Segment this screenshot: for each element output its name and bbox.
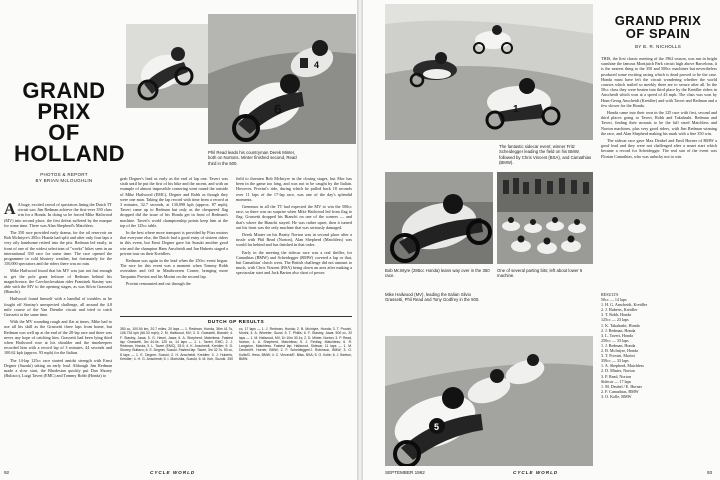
- paragraph: Provini remounted and cut through the: [126, 280, 191, 286]
- drop-cap: A: [4, 202, 16, 218]
- paragraph: Early in the meeting the sidecar race was a real thriller, for Camathias (BMW) and Scheidegger (BMW) covered a lap or that, but Camathias' clutch went. The British challenge did not amount to much, with Chris Vincent (BSA) being down an area after making a spectacular start and Jack Barton also short of power.: [236, 249, 352, 276]
- body-column-3: [236, 176, 352, 312]
- paragraph: Redman was again in the lead when the 250cc event began. The race for this event was a moment when Tommy Robb overtaken and fell in Mastbroeren Corner, bringing more Tarquinio Provini and his Morini on the second lap.: [120, 258, 228, 279]
- paragraph: grab Degner's lead as early as the end of lap one. Taveri was sixth until he put the first of his bike and the ascent, and with an example of almost impossible cornering went round the outside of Mike Hailwood (EMC), Degner and Robb as though they were one man. Taking the lap record with time from a record at 3 minutes, 32.7 seconds, at 130,098 kph (approx. 87 mph), Taveri came up to Redman but only as the chequered flag dropped did the issue of his Honda get in front of Redman's machine. Taveri's world championship points keep him at the top of the 125cc table.: [120, 176, 228, 228]
- spain-results-column: RESULTS 50cc — 14 laps 1. H. G. Anscheidt, Kreidler 2. J. Huberts, Kreidler 3. T. Robb, Honda 125cc — 23 laps 1. K. Takahashi, Honda 2. J. Redman, Honda 3. L. Taveri, Honda 250cc — 33 laps 1. J. Redman, Honda 2. B. McIntyre, Honda 3. T. Provini, Morini 350cc — 33 laps 1. A. Shepherd, Matchless 2. D. Minter, Norton 3. P. Read, Norton Sidecar — 17 laps 1. M. Deubel / E. Horner 2. F. Camathias, BMW 3. O. Kolle, BMW: [601, 292, 648, 399]
- byline-author: BY BRIAN McLOUGHLIN: [35, 178, 93, 183]
- title-line: GRAND PRIX: [614, 13, 702, 28]
- paragraph: The sidecar race gave Max Deubel and Emil Horner of BMW a good lead and they were not challenged after a smart start which became a record for Scheidegger. The real star of the event was Florian Camathias, who was unlucky not to win.: [601, 138, 717, 159]
- photo-caption-hailwood: Mike Hailwood (MV), leading the Italian Silvio Grassetti, Phil Read and Tony Godfrey in the 500.: [385, 292, 480, 303]
- paragraph: THIS, the first classic meeting of the 1962 season, was run in bright sunshine the famous Montjuich Park circuit high above Barcelona, it is the nearest thing to the 350 and 500cc machines but nevertheless produced some exciting racing which is dead proved to be the case. Honda must have left the circuit wondering whether the world courses which trailed so meekly there are to secure after all. In the 50cc class they were beaten into third place by the Kreidler riders in Anscheidt which won at a speed of 43 mph. The class was won by Hans-Georg Anscheidt (Kreidler) and with Taveri and Redman and a few slower for the Honda.: [601, 56, 717, 108]
- svg-text:4: 4: [314, 60, 320, 70]
- page-number-right: 93: [707, 470, 713, 475]
- results-heading: DUTCH GP RESULTS: [207, 320, 265, 325]
- photo-racer-leaning: [126, 24, 208, 108]
- magazine-name-left: CYCLE WORLD: [150, 470, 196, 475]
- svg-text:6: 6: [274, 101, 282, 117]
- body-column-2: [120, 176, 228, 312]
- paragraph: Honda came into their own in the 125 race with first, second and third places going to Taveri, Robb and Takahashi. Redman and Taveri, finding their mounts to be the full sized Matchless and Norton machines, plus very good riders, with Jim Redman winning the race, and Alan Shepherd making his mark with a fine 350 win.: [601, 110, 717, 136]
- svg-text:1: 1: [513, 104, 519, 115]
- paragraph: Hailwood found himself with a handful of troubles as he fought off Stastny's unexpected challenge, all around the 4.8 mile course of the Van Drenthe circuit and tried to catch Grassetti at the same time.: [4, 296, 112, 318]
- photo-caption-read-minter: Phil Read leads his countryman Derek Minter, both on Nortons. Minter finished second, Read third in the 500.: [208, 150, 297, 166]
- photo-mcintyre: [385, 172, 493, 264]
- article-title-spain: [599, 14, 717, 40]
- title-line: GRAND: [22, 78, 106, 103]
- photo-caption-grid: One of several parting bits; left about lower 6 machine.: [497, 268, 583, 279]
- title-line: PRIX: [37, 99, 91, 124]
- paragraph: Gremmor in all the TT had expected the MV to win the 500cc race, so there was no surprise when Mike Hailwood led from flag to flag. Grassetti dropped his Bianchi on one of the corners — and that's where the Bianchi stayed. He was rather upset, then it turned out his front was the only machine that was seriously damaged.: [236, 204, 352, 230]
- body-column-1: [4, 202, 112, 466]
- svg-text:5: 5: [434, 422, 440, 432]
- byline-photos: PHOTOS & REPORT: [40, 172, 88, 177]
- title-line: OF: [48, 120, 80, 145]
- paragraph: Mike Hailwood found that his MV was just not fast enough to get the pole grant befuore of Redman behind his magnificence, the Czechoslovakian rider Frantisek Stastny was able with the MV to the opening stages, as was Silvio Grassetti (Bianchi).: [4, 268, 112, 295]
- left-page: [0, 0, 357, 480]
- title-line: HOLLAND: [14, 141, 126, 166]
- issue-date: SEPTEMBER 1962: [385, 470, 425, 475]
- title-line: OF SPAIN: [625, 26, 691, 41]
- photo-caption-mcintyre: Bob McIntyre (285cc Honda) leans way over in the 350 race.: [385, 268, 490, 279]
- paragraph: With the MV sounding rough and flat at times, Mike had to use all his skill as the Grassetti three laps from home, but Redman was well up at the end of the 20-lap race and there was never any hope of catching him. Grassetti had been lying third when Hailwood rose at his shoulder and the timekeepers recorded him with a record lap of 3 minutes, 44 seconds and 100.62 kph (approx. 93 mph) for the Italian.: [4, 319, 112, 356]
- photo-start-grid: [497, 172, 593, 264]
- article-title-holland: [14, 78, 126, 166]
- paragraph: field to threaten Bob McIntyre in the closing stages, but Mac has been in the game too long, and was not to be caught by the Italian. However, Provini's ride, during which he pulled back 18 seconds over 11 laps of the 17-lap race, was one of the day's splendid moments.: [236, 176, 352, 202]
- results-rule: [120, 316, 352, 317]
- paragraph: The 14-lap 125cc race started amidst strength with Ernst Degner (Suzuki) taking an early lead. Although Jim Redman made a slow start, the Rhodesian quickly put Dan Shorey (Bultaco), Luigi Taveri (EMC) and Tommy Robb (Honda) to: [4, 357, 112, 379]
- byline-spain: BY B. R. NICHOLLS: [634, 44, 682, 49]
- page-number-left: 92: [4, 470, 10, 475]
- spain-body-column: [601, 56, 717, 288]
- paragraph: The 350 race provided early drama, for the oil reservoir on Bob McIntyre's 285cc Honda had split and after only four laps a very oily handsome retired into the pits. Redman led easily, in front of one of the widest selections of "works" bikes seen in an international 350 race for some time. The race opened the programme in cold blustery weather, but fortunately for the 150,000 spectators and the riders there was no rain.: [4, 230, 112, 267]
- photo-hailwood-500: [385, 336, 593, 466]
- photo-sidecar-race: [385, 4, 593, 140]
- dutch-gp-results: [120, 320, 352, 466]
- results-text: 350 cc, 100.54 km, 20.7 miles, 20 laps — 1. Redman, Honda, 36m 41.7s, 106.734 kph (66.33 mph); 2. M. Hailwood, MV; 3. S. Grassetti, Bianchi; 4. F. Stastny, Jawa; 5. G. Havel, Jawa; 6. A. Shepherd, Matchless. Fastest lap: Grassetti, 3m 44.0s. 125 cc, 14 laps — 1. L. Taveri, EMC; 2. J. Redman, Honda; 3. L. Taveri (EMC), 33.0; 4. K. Anscheidt, Kreidler; 5. D. Shorey, Bultaco; 6. E. Degner, Suzuki. Fastest lap: Taveri, 3m 32.7s. 50 cc, 8 laps — 1. E. Degner, Suzuki; 2. H. Anscheidt, Kreidler; 3. J. Huberts, Kreidler; 4. H. G. Anscheidt; 5. I. Morishita, Suzuki; 6. M. Itoh, Suzuki. 250 cc, 17 laps — 1. J. Redman, Honda; 2. B. McIntyre, Honda; 3. T. Provini, Morini; 4. A. Wheeler, Guzzi; 5. T. Phillis; 6. F. Stastny, Jawa. 500 cc, 20 laps — 1. M. Hailwood, MV, 1h 10m 30.1s; 2. D. Minter, Norton; 3. P. Read, Norton; 4. A. Shepherd, Matchless; 5. J. Findlay, Matchless; 6. R. Langston, Matchless. Fastest lap: Hailwood. Sidecar, 11 laps — 1. M. Deubel/H. Horner, BMW; 2. F. Scheidegger/J. Robinson, BMW; 3. O. Kolle/D. Hess, BMW; 4. C. Vincent/E. Bliss, BSA; 5. O. Kolle; 6. J. Beeton, BMW.: [120, 327, 352, 362]
- paragraph: In the best where more transport is provided by Fitzs motors that everyone else, the Dutch had a good entry of sixteen riders in this event, but Ernst Degner gave his Suzuki another good win and the champion Hans Anscheidt and Jan Huberts staged a private tour on their Kreidlers.: [120, 230, 228, 256]
- paragraph: Derek Minter on his Beatty Norton was in second place after a tussle with Phil Read (Norton), Alan Shepherd (Matchless) was would far behind and has finished in that order.: [236, 232, 352, 248]
- photo-caption-sidecar: The fantastic sidecar event; winner Fritz Scheidegger leading the field on his BMW, followed by Chris Vincent (BSA), and Camathias (BMW).: [499, 144, 592, 166]
- byline-holland: [14, 172, 114, 184]
- magazine-name-right: CYCLE WORLD: [513, 470, 559, 475]
- right-page: [363, 0, 720, 480]
- photo-read-minter: [208, 14, 356, 144]
- paragraph-text: A huge, excited crowd of spectators lining the Dutch TT circuit saw Jim Redman achieve the first-ever 350 class win for a Honda. In doing so he forced Mike Hailwood (MV) into second place, the first defeat suffered by the marque for some time. There was Alan Shepherd's Matchless.: [4, 202, 112, 228]
- paragraph: [4, 202, 112, 228]
